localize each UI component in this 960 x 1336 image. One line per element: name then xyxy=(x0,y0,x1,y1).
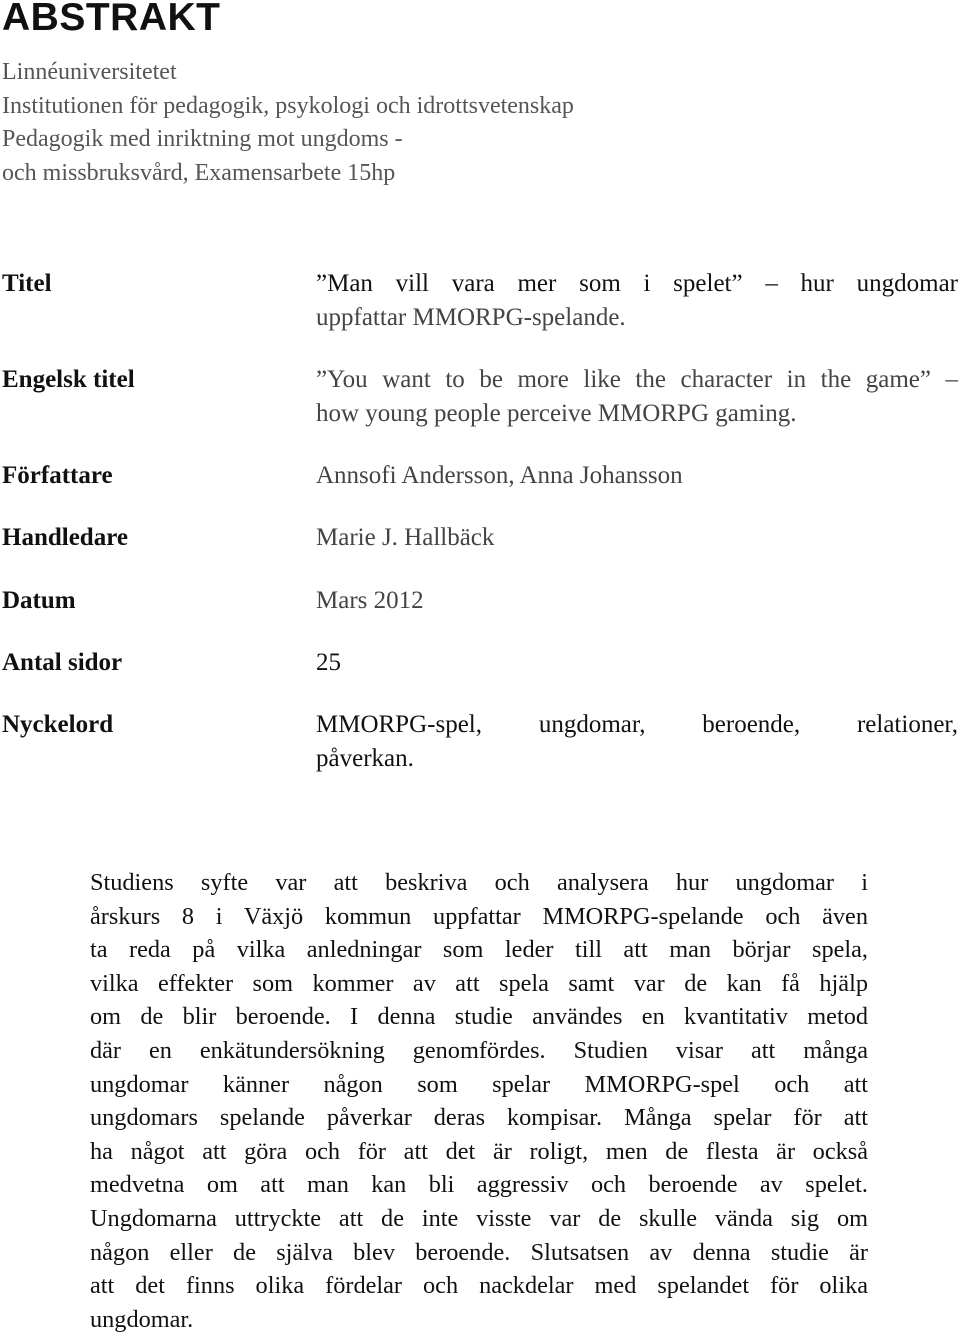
author-label: Författare xyxy=(2,462,113,489)
program-line-2: och missbruksvård, Examensarbete 15hp xyxy=(2,159,396,186)
page-count-value: 25 xyxy=(316,649,341,676)
keywords-value-line-1: MMORPG-spel, ungdomar, beroende, relationer, xyxy=(316,711,958,738)
abstract-line: årskurs 8 i Växjö kommun uppfattar MMORPG-spelande och även xyxy=(90,902,868,930)
abstract-line: ha något att göra och för att det är roligt, men de flesta är också xyxy=(90,1137,868,1165)
date-label: Datum xyxy=(2,587,76,614)
abstract-line: där en enkätundersökning genomfördes. Studien visar att många xyxy=(90,1036,868,1064)
program-line-1: Pedagogik med inriktning mot ungdoms - xyxy=(2,126,403,152)
abstract-line: Studiens syfte var att beskriva och analysera hur ungdomar i xyxy=(90,869,868,896)
date-value: Mars 2012 xyxy=(316,587,424,614)
abstract-line: vilka effekter som kommer av att spela samt var de kan få hjälp xyxy=(90,969,868,997)
department-name: Institutionen för pedagogik, psykologi och idrottsvetenskap xyxy=(2,92,574,119)
page-heading: ABSTRAKT xyxy=(2,0,221,39)
abstract-line: medvetna om att man kan bli aggressiv och beroende av spelet. xyxy=(90,1171,868,1199)
title-value-line-2: uppfattar MMORPG-spelande. xyxy=(316,304,626,331)
abstract-line: att det finns olika fördelar och nackdelar med spelandet för olika xyxy=(90,1272,868,1300)
english-title-value-line-2: how young people perceive MMORPG gaming. xyxy=(316,400,797,427)
author-value: Annsofi Andersson, Anna Johansson xyxy=(316,462,683,489)
university-name: Linnéuniversitetet xyxy=(2,59,177,85)
abstract-paragraph xyxy=(90,866,868,1336)
title-value-line-1: ”Man vill vara mer som i spelet” – hur ungdomar xyxy=(316,270,958,297)
abstract-line: ta reda på vilka anledningar som leder till att man börjar spela, xyxy=(90,936,868,964)
page-count-label: Antal sidor xyxy=(2,649,123,676)
english-title-label: Engelsk titel xyxy=(2,366,135,393)
keywords-value-line-2: påverkan. xyxy=(316,745,414,772)
abstract-line: någon eller de själva blev beroende. Slutsatsen av denna studie är xyxy=(90,1238,868,1266)
abstract-line: ungdomar. xyxy=(90,1305,194,1333)
english-title-value-line-1: ”You want to be more like the character in the game” – xyxy=(316,366,958,393)
abstract-line: om de blir beroende. I denna studie användes en kvantitativ metod xyxy=(90,1003,868,1031)
supervisor-value: Marie J. Hallbäck xyxy=(316,524,495,551)
institution-block xyxy=(2,56,574,190)
title-label: Titel xyxy=(2,270,52,297)
abstract-line: ungdomars spelande påverkar deras kompisar. Många spelar för att xyxy=(90,1104,868,1132)
keywords-label: Nyckelord xyxy=(2,711,114,738)
abstract-line: ungdomar känner någon som spelar MMORPG-spel och att xyxy=(90,1070,868,1098)
supervisor-label: Handledare xyxy=(2,524,128,551)
abstract-line: Ungdomarna uttryckte att de inte visste var de skulle vända sig om xyxy=(90,1204,868,1232)
